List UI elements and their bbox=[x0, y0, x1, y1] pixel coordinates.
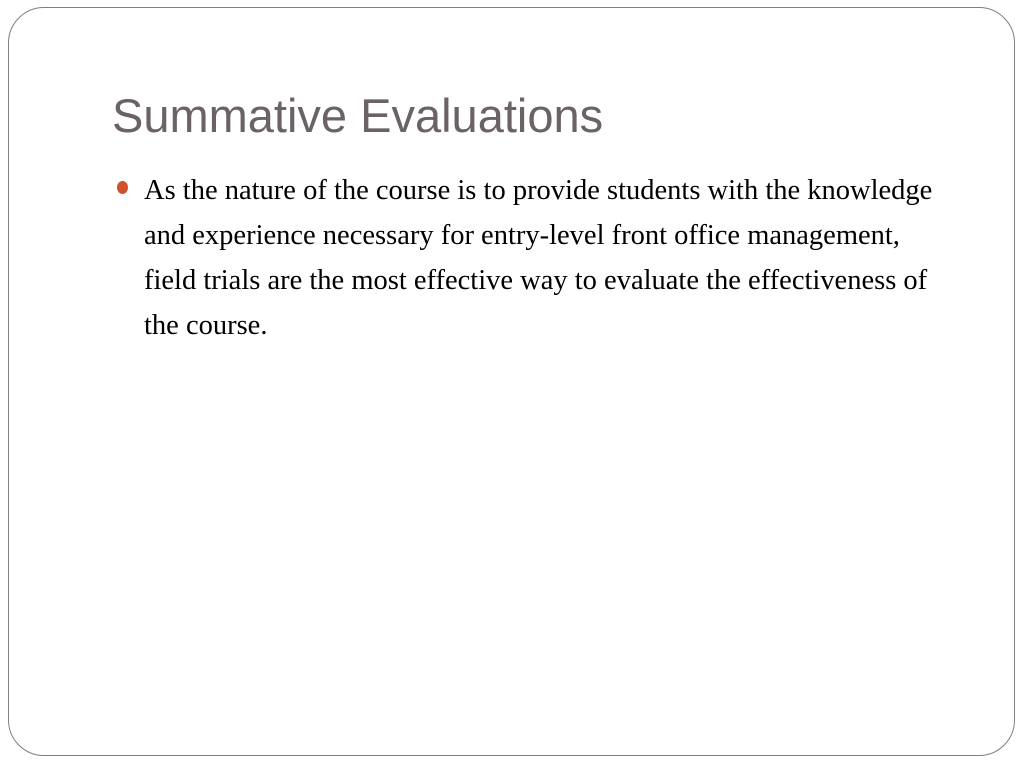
slide-title: Summative Evaluations bbox=[112, 89, 604, 142]
bullet-list bbox=[112, 168, 942, 348]
bullet-item bbox=[112, 168, 942, 348]
bullet-dot-icon bbox=[117, 181, 128, 194]
bullet-text: As the nature of the course is to provide students with the knowledge and experience necessary for entry-level front office management, field trials are the most effective way to evaluate the effectiveness of the course. bbox=[144, 175, 933, 341]
